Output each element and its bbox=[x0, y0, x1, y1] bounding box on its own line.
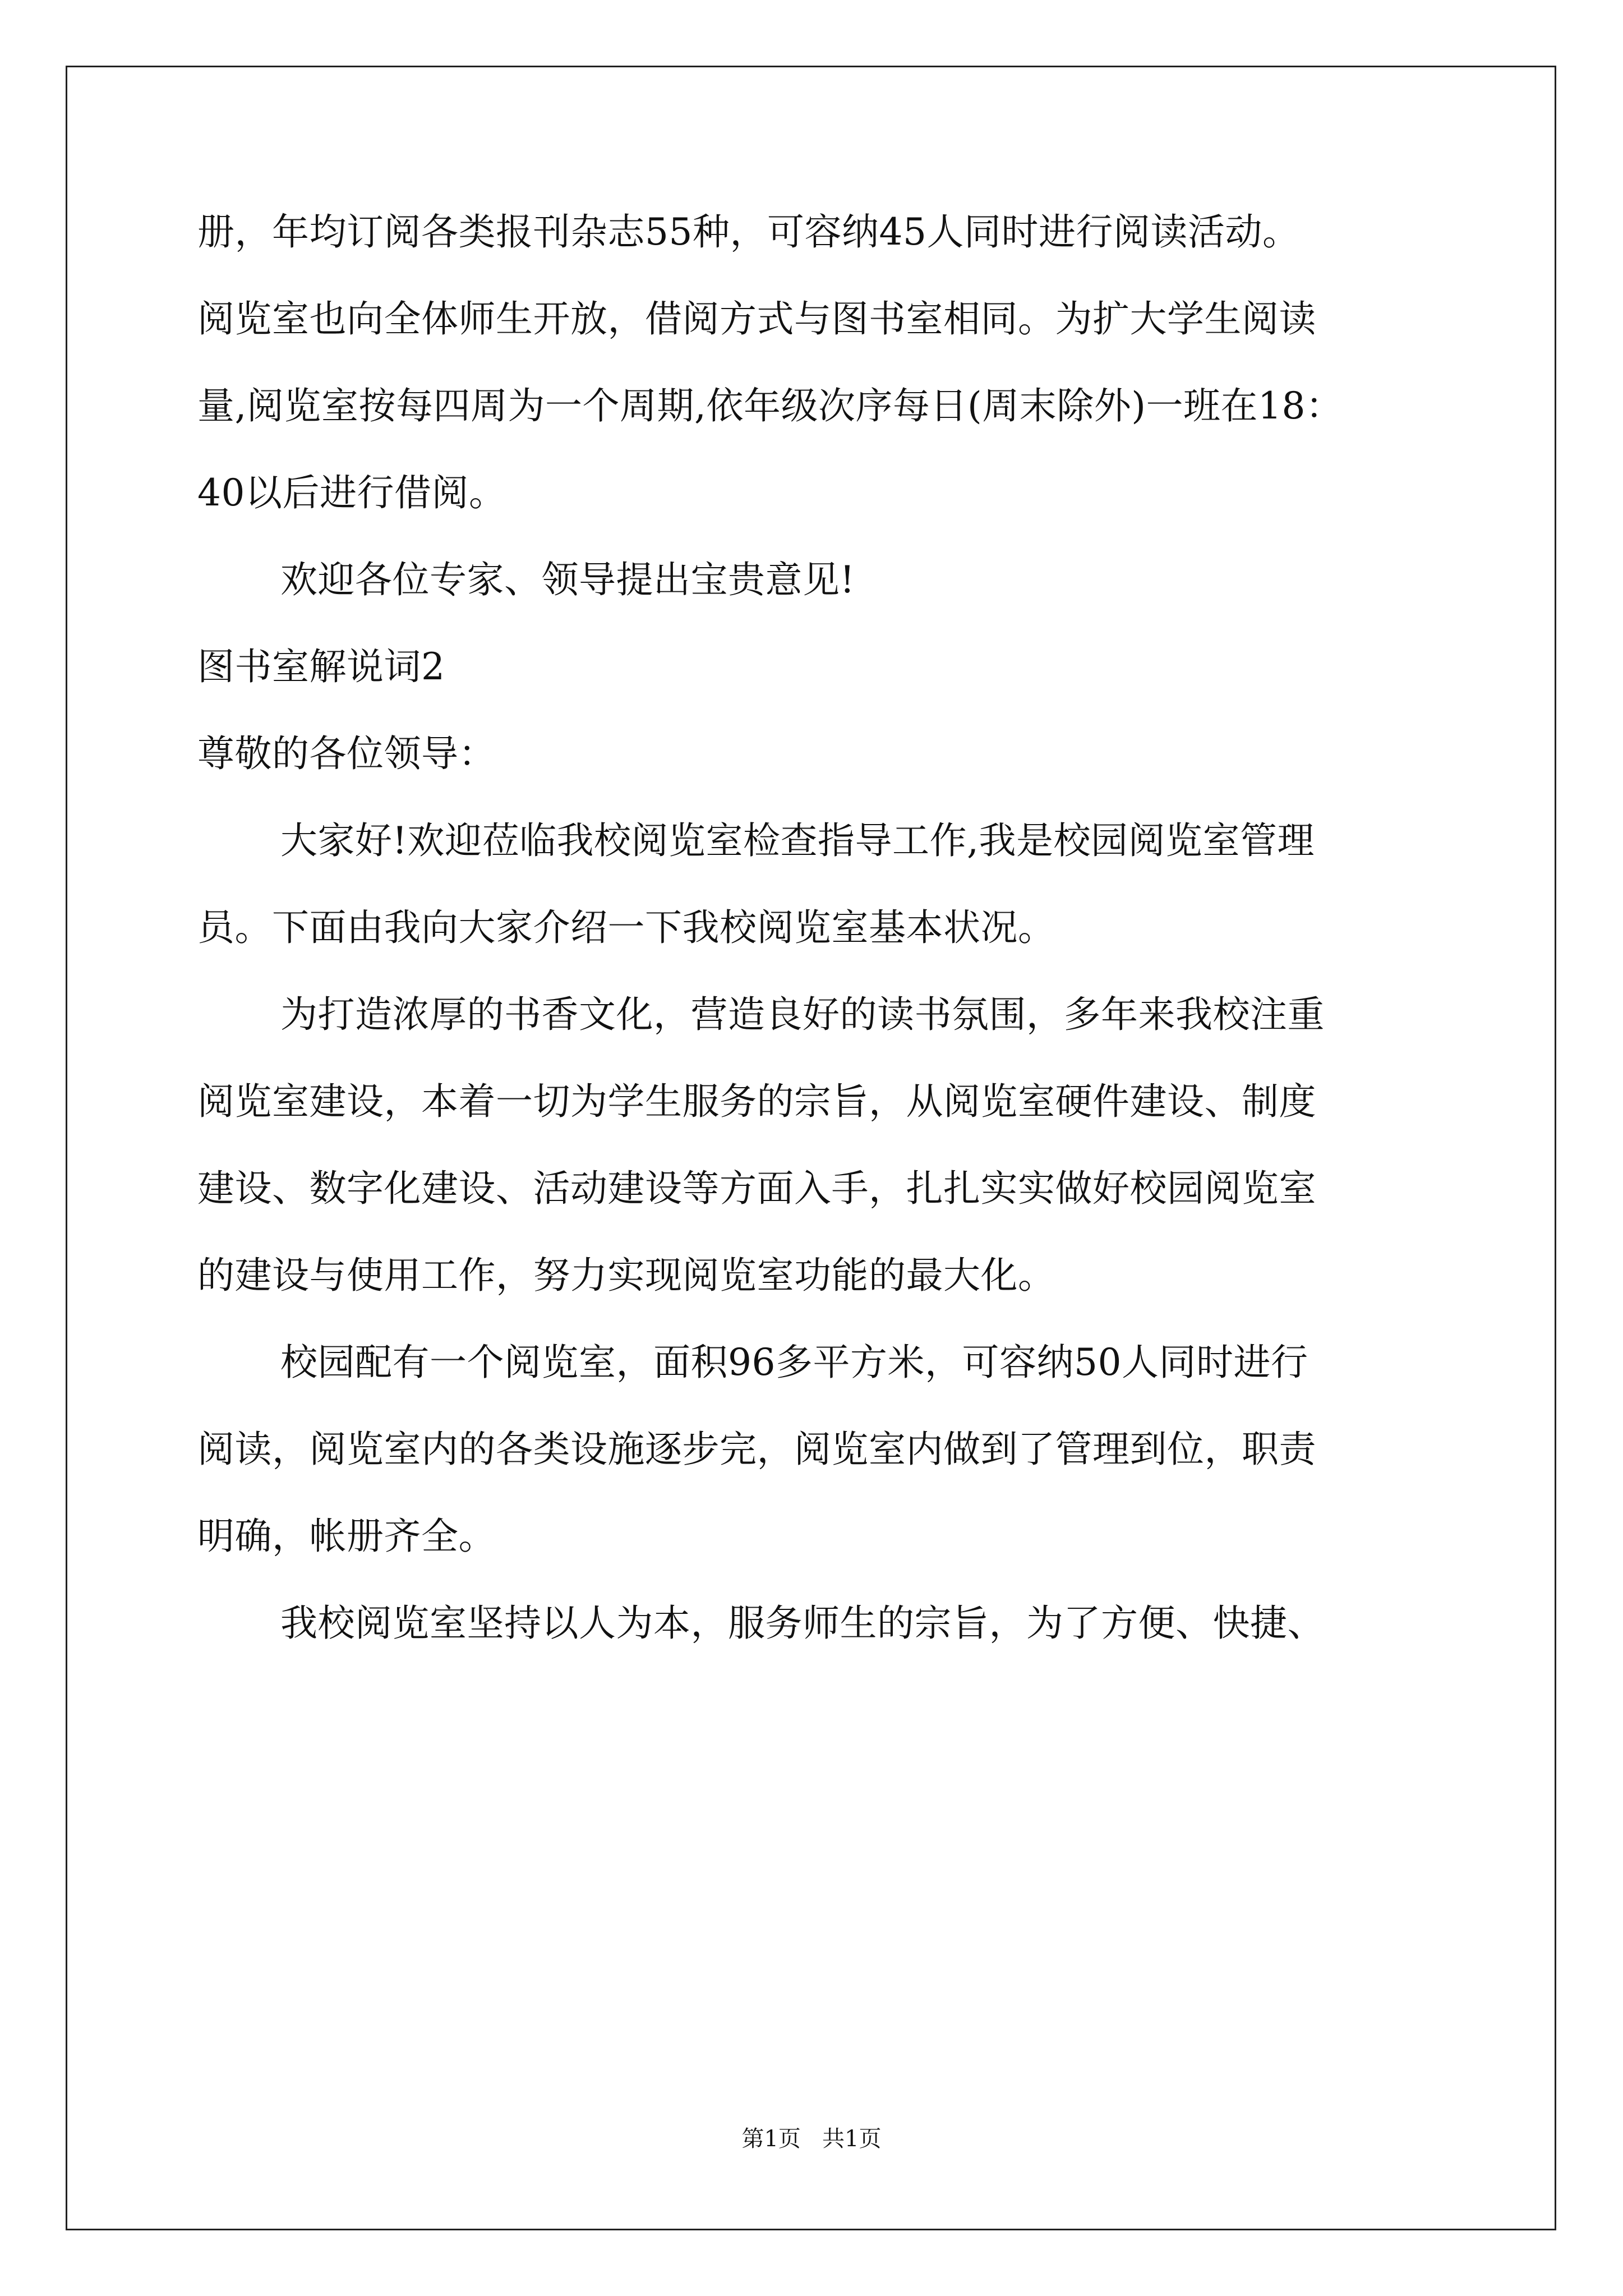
paragraph-line: 40以后进行借阅。 bbox=[197, 471, 506, 514]
paragraph-line: 建设、数字化建设、活动建设等方面入手，扎扎实实做好校园阅览室 bbox=[197, 1167, 1316, 1210]
paragraph-line: 阅览室也向全体师生开放，借阅方式与图书室相同。为扩大学生阅读 bbox=[197, 297, 1316, 341]
paragraph-line: 量,阅览室按每四周为一个周期,依年级次序每日(周末除外)一班在18： bbox=[197, 384, 1343, 427]
paragraph-line: 阅览室建设，本着一切为学生服务的宗旨，从阅览室硬件建设、制度 bbox=[197, 1080, 1316, 1123]
paragraph-line: 大家好!欢迎莅临我校阅览室检查指导工作,我是校园阅览室管理 bbox=[280, 819, 1315, 862]
page-number: 第1页 共1页 bbox=[741, 2126, 882, 2152]
paragraph-line: 校园配有一个阅览室，面积96多平方米，可容纳50人同时进行 bbox=[280, 1341, 1308, 1384]
paragraph-line: 员。下面由我向大家介绍一下我校阅览室基本状况。 bbox=[197, 906, 1055, 949]
paragraph-line: 阅读，阅览室内的各类设施逐步完，阅览室内做到了管理到位，职责 bbox=[197, 1428, 1316, 1471]
paragraph-line: 我校阅览室坚持以人为本，服务师生的宗旨，为了方便、快捷、 bbox=[280, 1602, 1325, 1645]
paragraph-line: 欢迎各位专家、领导提出宝贵意见! bbox=[280, 558, 855, 601]
paragraph-line: 册，年均订阅各类报刊杂志55种，可容纳45人同时进行阅读活动。 bbox=[197, 210, 1300, 254]
paragraph-line: 为打造浓厚的书香文化，营造良好的读书氛围，多年来我校注重 bbox=[280, 993, 1325, 1036]
salutation: 尊敬的各位领导： bbox=[197, 732, 496, 775]
paragraph-line: 明确，帐册齐全。 bbox=[197, 1515, 496, 1558]
section-heading: 图书室解说词2 bbox=[197, 645, 445, 688]
paragraph-line: 的建设与使用工作，努力实现阅览室功能的最大化。 bbox=[197, 1254, 1055, 1297]
